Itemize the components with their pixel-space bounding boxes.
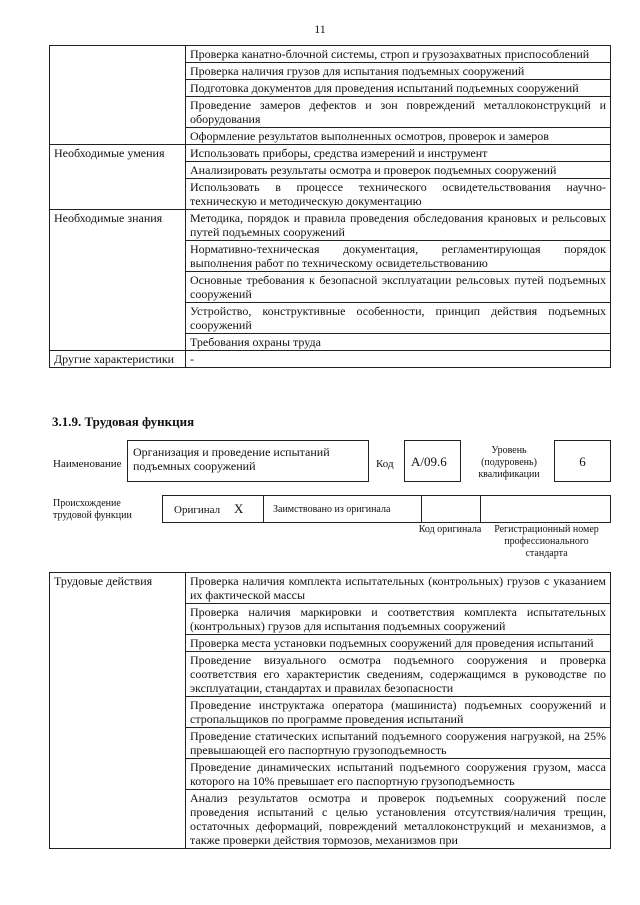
row-text: Проверка канатно-блочной системы, строп и грузозахватных приспособлений xyxy=(186,46,611,63)
row-label-knowledge: Необходимые знания xyxy=(50,210,186,351)
row-text: Проведение замеров дефектов и зон повреждений металлоконструкций и оборудования xyxy=(186,97,611,128)
row-text: - xyxy=(186,351,611,368)
row-text: Анализировать результаты осмотра и проверок подъемных сооружений xyxy=(186,162,611,179)
name-box xyxy=(127,440,369,482)
table-row xyxy=(50,210,611,241)
table-row xyxy=(50,46,611,63)
section-heading: 3.1.9. Трудовая функция xyxy=(52,414,195,429)
origin-label: Происхождение трудовой функции xyxy=(53,498,132,521)
code-original-label: Код оригинала xyxy=(418,524,482,535)
origin-box xyxy=(162,495,611,523)
table-row xyxy=(50,573,611,604)
level-value: 6 xyxy=(579,454,586,469)
name-label: Наименование xyxy=(53,458,122,470)
table-row xyxy=(50,145,611,162)
code-value: A/09.6 xyxy=(411,454,447,469)
divider xyxy=(421,496,422,522)
row-text: Нормативно-техническая документация, регламентирующая порядок выполнения работ по техническому освидетельствованию xyxy=(186,241,611,272)
divider xyxy=(480,496,481,522)
row-text: Устройство, конструктивные особенности, принцип действия подъемных сооружений xyxy=(186,303,611,334)
row-text: Проведение динамических испытаний подъемного сооружения грузом, масса которого на 10% превышает его паспортную грузоподъемность xyxy=(186,759,611,790)
row-text: Проверка наличия маркировки и соответствия комплекта испытательных (контрольных) грузов для испытания подъемных сооружений xyxy=(186,604,611,635)
row-text: Использовать приборы, средства измерений и инструмент xyxy=(186,145,611,162)
row-text: Анализ результатов осмотра и проверок подъемных сооружений после проведения испытаний с целью установления отсутствия/наличия трещин, остаточных деформаций, повреждений металлоконструкций и механизмов, а также проверки действия тормозов, механизмов при xyxy=(186,790,611,849)
level-label: Уровень (подуровень) квалификации xyxy=(478,445,540,480)
borrowed-label: Заимствовано из оригинала xyxy=(273,504,391,515)
skills-knowledge-table xyxy=(49,45,611,368)
code-label: Код xyxy=(376,458,394,470)
original-label: Оригинал xyxy=(174,504,221,516)
row-text: Проведение инструктажа оператора (машиниста) подъемных сооружений и стропальщиков по программе проведения испытаний xyxy=(186,697,611,728)
divider xyxy=(263,496,264,522)
table-row xyxy=(50,351,611,368)
row-label xyxy=(50,46,186,145)
function-name: Организация и проведение испытаний подъемных сооружений xyxy=(133,445,330,473)
row-label-skills: Необходимые умения xyxy=(50,145,186,210)
row-text: Требования охраны труда xyxy=(186,334,611,351)
row-text: Проведение визуального осмотра подъемного сооружения и проверка соответствия его характеристик сведениям, содержащимся в руководстве по эксплуатации, стандартах и правилах безопасности xyxy=(186,652,611,697)
row-text: Основные требования к безопасной эксплуатации рельсовых путей подъемных сооружений xyxy=(186,272,611,303)
row-label-other: Другие характеристики xyxy=(50,351,186,368)
page-number: 11 xyxy=(314,22,326,36)
code-box xyxy=(404,440,461,482)
row-text: Использовать в процессе технического освидетельствования научно-техническую и методическую документацию xyxy=(186,179,611,210)
row-text: Проведение статических испытаний подъемного сооружения нагрузкой, на 25% превышающей его паспортную грузоподъемность xyxy=(186,728,611,759)
row-label-actions: Трудовые действия xyxy=(50,573,186,849)
row-text: Методика, порядок и правила проведения обследования крановых и рельсовых путей подъемных сооружений xyxy=(186,210,611,241)
row-text: Проверка места установки подъемных сооружений для проведения испытаний xyxy=(186,635,611,652)
row-text: Оформление результатов выполненных осмотров, проверок и замеров xyxy=(186,128,611,145)
row-text: Проверка наличия комплекта испытательных (контрольных) грузов с указанием их фактической массы xyxy=(186,573,611,604)
row-text: Проверка наличия грузов для испытания подъемных сооружений xyxy=(186,63,611,80)
level-box xyxy=(554,440,611,482)
reg-number-label: Регистрационный номер профессионального стандарта xyxy=(494,524,599,559)
labor-actions-table xyxy=(49,572,611,849)
row-text: Подготовка документов для проведения испытаний подъемных сооружений xyxy=(186,80,611,97)
original-mark: X xyxy=(234,501,244,516)
